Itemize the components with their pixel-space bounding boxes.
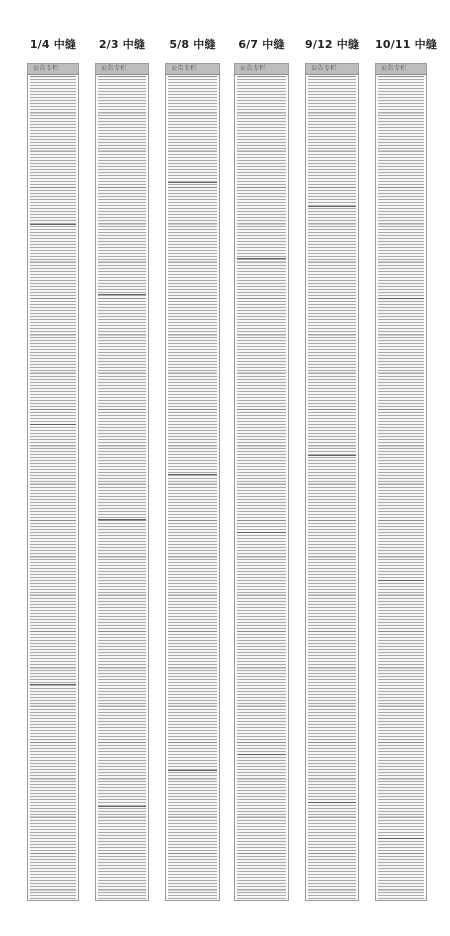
notice-strip-6-7 — [234, 63, 289, 901]
column-heading-1-4: 1/4 中缝 — [29, 38, 77, 51]
section-divider — [168, 474, 217, 475]
section-divider — [98, 294, 146, 295]
column-heading-5-8: 5/8 中缝 — [169, 38, 216, 51]
section-divider — [308, 206, 356, 207]
section-divider — [308, 455, 356, 456]
section-divider — [378, 298, 424, 299]
strip-header — [166, 64, 219, 75]
strip-header-label: 公告专栏 — [33, 65, 60, 72]
strip-header-label: 公告专栏 — [311, 65, 338, 72]
section-divider — [30, 424, 76, 425]
strip-header — [376, 64, 426, 75]
section-divider — [378, 838, 424, 839]
notice-strip-9-12 — [305, 63, 359, 901]
section-divider — [237, 754, 286, 755]
section-divider — [30, 684, 76, 685]
section-divider — [237, 258, 286, 259]
notice-text-block — [378, 76, 424, 900]
notice-strip-1-4 — [27, 63, 79, 901]
section-divider — [308, 802, 356, 803]
notice-text-block — [98, 76, 146, 900]
section-divider — [168, 770, 217, 771]
notice-strip-5-8 — [165, 63, 220, 901]
notice-strip-2-3 — [95, 63, 149, 901]
notice-text-block — [30, 76, 76, 900]
section-divider — [237, 532, 286, 533]
strip-header — [235, 64, 288, 75]
strip-header-label: 公告专栏 — [240, 65, 267, 72]
strip-header — [96, 64, 148, 75]
notice-text-block — [168, 76, 217, 900]
section-divider — [168, 182, 217, 183]
strip-header — [306, 64, 358, 75]
notice-text-block — [237, 76, 286, 900]
column-heading-10-11: 10/11 中缝 — [375, 38, 438, 51]
section-divider — [378, 580, 424, 581]
strip-header-label: 公告专栏 — [171, 65, 198, 72]
notice-text-block — [308, 76, 356, 900]
strip-header-label: 公告专栏 — [101, 65, 128, 72]
column-heading-2-3: 2/3 中缝 — [98, 38, 146, 51]
section-divider — [98, 519, 146, 520]
column-heading-6-7: 6/7 中缝 — [238, 38, 285, 51]
section-divider — [30, 224, 76, 225]
strip-header-label: 公告专栏 — [381, 65, 408, 72]
notice-strip-10-11 — [375, 63, 427, 901]
column-heading-9-12: 9/12 中缝 — [305, 38, 360, 51]
strip-header — [28, 64, 78, 75]
section-divider — [98, 806, 146, 807]
